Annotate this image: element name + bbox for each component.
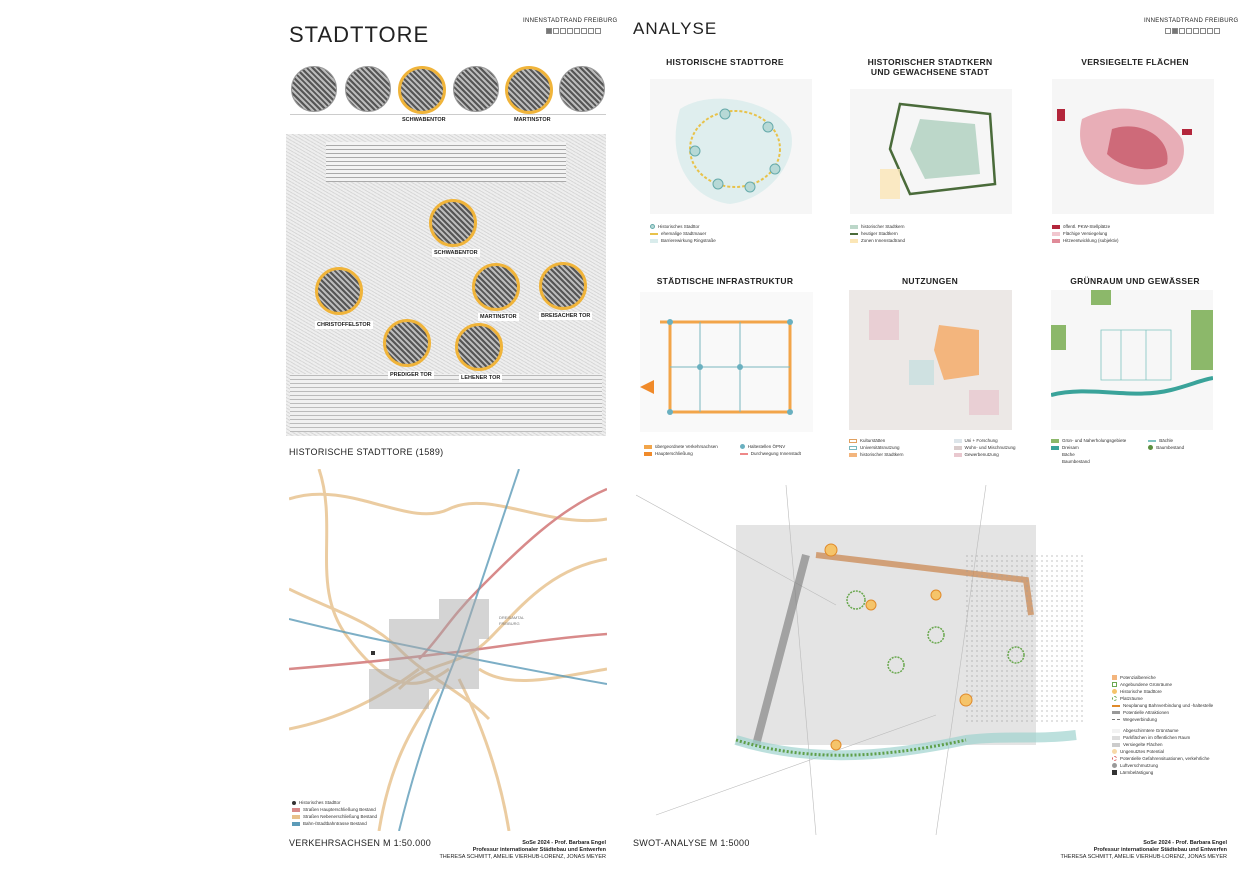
map-label-schwabentor: SCHWABENTOR — [434, 250, 478, 256]
historic-caption: HISTORISCHE STADTTORE (1589) — [289, 447, 444, 457]
gate-photo-martinstor — [505, 66, 553, 114]
map-gate-schwabentor — [429, 199, 477, 247]
legend-item: übergeordnete Verkehrsachsen — [655, 444, 718, 449]
legend-panel-6 — [1051, 438, 1184, 468]
legend-item: Angebundene Grünräume — [1120, 682, 1173, 687]
map-land-use — [849, 290, 1012, 430]
legend-item: Kulturstätten — [860, 438, 886, 443]
traffic-caption: VERKEHRSACHSEN M 1:50.000 — [289, 838, 432, 848]
legend-item: Versiegelte Flächen — [1123, 742, 1163, 747]
credit-line: THERESA SCHMITT, AMELIE VIERHUB-LORENZ, JONAS MEYER — [1060, 854, 1227, 861]
map-historic-gates — [650, 79, 812, 214]
legend-item: Abgeschirmtere Grünräume — [1123, 728, 1179, 733]
map-historic-core — [850, 89, 1012, 214]
legend-item: Dreisam — [1062, 445, 1079, 450]
panel-title: STÄDTISCHE INFRASTRUKTUR — [656, 276, 794, 286]
swot-map — [636, 485, 1106, 835]
legend-item: Platzräume — [1120, 696, 1143, 701]
legend-item: Historisches Stadttor — [299, 800, 341, 805]
map-legend-block — [290, 374, 602, 432]
legend-item: Bäche — [1062, 452, 1075, 457]
legend-item: Ungenutztes Potential — [1120, 749, 1165, 754]
legend-panel-3 — [1052, 224, 1119, 245]
page-indicator-right — [1165, 28, 1220, 34]
gate-photo — [345, 66, 391, 112]
legend-item: Baumbestand — [1156, 445, 1185, 450]
legend-item: Neuplanung Bahnverbindung und -haltestelle — [1123, 703, 1214, 708]
legend-panel-4 — [644, 444, 801, 460]
map-gate-christoffelstor — [315, 267, 363, 315]
legend-panel-1 — [650, 224, 716, 245]
credit-line: SoSe 2024 - Prof. Barbara Engel — [522, 840, 606, 846]
legend-item: Haupterschließung — [655, 451, 693, 456]
page-title-right: ANALYSE — [633, 19, 718, 38]
legend-item: Straßen Nebenerschließung Bestand — [303, 814, 378, 819]
panel-title: NUTZUNGEN — [901, 276, 959, 286]
legend-item: Wohn- und Mischnutzung — [964, 445, 1016, 450]
map-gate-martinstor — [472, 263, 520, 311]
map-label-prediger-tor: PREDIGER TOR — [390, 372, 432, 378]
legend-item: Wegeverbindung — [1123, 717, 1157, 722]
header-tag-left: INNENSTADTRAND FREIBURG — [523, 18, 618, 24]
legend-item: heutiger Stadtkern — [861, 231, 898, 236]
map-gate-breisacher-tor — [539, 262, 587, 310]
traffic-axes-map — [289, 469, 607, 831]
legend-item: Potenzialbereiche — [1120, 675, 1156, 680]
gate-photo — [559, 66, 605, 112]
map-sealed-surfaces — [1052, 79, 1214, 214]
legend-item: Durchwegung Innenstadt — [750, 451, 801, 456]
legend-item: Historische Stadttore — [1120, 689, 1162, 694]
gate-photo — [291, 66, 337, 112]
credit-line: THERESA SCHMITT, AMELIE VIERHUB-LORENZ, JONAS MEYER — [439, 854, 606, 861]
credit-line: SoSe 2024 - Prof. Barbara Engel — [1143, 840, 1227, 846]
legend-item: Bahn-/Stadtbahntrasse Bestand — [303, 821, 367, 826]
gate-photo — [453, 66, 499, 112]
credit-line: Professur internationaler Städtebau und Entwerfen — [1093, 847, 1227, 854]
legend-panel-5 — [849, 438, 1015, 461]
legend-item: Bächle — [1159, 438, 1174, 443]
legend-item: öffentl. PKW-Stellplätze — [1063, 224, 1111, 229]
map-label-freiburg: FREIBURG — [499, 621, 520, 626]
legend-item: Parkflächen im öffentlichen Raum — [1123, 735, 1191, 740]
legend-item: Grün- und Naherholungsgebiete — [1062, 438, 1127, 443]
panel-title: GRÜNRAUM UND GEWÄSSER — [1070, 276, 1200, 286]
gate-photo-schwabentor — [398, 66, 446, 114]
legend-item: Luftverschmutzung — [1120, 763, 1159, 768]
panel-title-line: HISTORISCHER STADTKERN — [867, 57, 993, 67]
map-infrastructure — [640, 292, 813, 432]
legend-item: Baumbestand — [1062, 459, 1090, 464]
map-label-lehener-tor: LEHENER TOR — [461, 375, 501, 381]
legend-item: historischer Stadtkern — [860, 452, 904, 457]
swot-caption: SWOT-ANALYSE M 1:5000 — [633, 838, 750, 848]
map-gate-prediger-tor — [383, 319, 431, 367]
legend-item: Barrierewirkung Ringstraße — [661, 238, 716, 243]
credit-right — [1030, 840, 1227, 861]
legend-item: Potentielle Attraktionen — [1123, 710, 1170, 715]
legend-item: Straßen Haupterschließung Bestand — [303, 807, 376, 812]
legend-item: Uni + Forschung — [964, 438, 998, 443]
legend-item: Zonen Innenstadtrand — [861, 238, 906, 243]
map-green-water — [1051, 290, 1213, 430]
panel-title — [845, 57, 1015, 77]
map-label-breisacher-tor: BREISACHER TOR — [541, 313, 591, 319]
panel-title: HISTORISCHE STADTTORE — [666, 57, 784, 67]
legend-item: ehemalige Stadtmauer — [661, 231, 707, 236]
legend-item: Flächige Versiegelung — [1063, 231, 1108, 236]
map-label-dreisamtal: DREISAMTAL — [499, 615, 525, 620]
legend-panel-2 — [850, 224, 905, 245]
legend-item: Historisches Stadttor — [658, 224, 700, 229]
credit-left — [430, 840, 606, 861]
legend-item: Haltestellen ÖPNV — [747, 444, 786, 449]
map-label-martinstor: MARTINSTOR — [480, 314, 517, 320]
label-schwabentor: SCHWABENTOR — [402, 117, 446, 123]
legend-item: historischer Stadtkern — [861, 224, 905, 229]
page-indicator-left — [546, 28, 601, 34]
swot-legend — [1112, 675, 1213, 777]
credit-line: Professur internationaler Städtebau und Entwerfen — [472, 847, 606, 854]
map-gate-lehener-tor — [455, 323, 503, 371]
traffic-legend — [292, 800, 377, 828]
panel-title-line: UND GEWACHSENE STADT — [870, 67, 990, 77]
page-title-left: STADTTORE — [289, 22, 430, 47]
label-martinstor: MARTINSTOR — [514, 117, 551, 123]
legend-item: Gewerbenutzung — [964, 452, 999, 457]
legend-item: Universitätsnutzung — [860, 445, 900, 450]
legend-item: Hitzeentwicklung (subjektiv) — [1063, 238, 1119, 243]
panel-title: VERSIEGELTE FLÄCHEN — [1081, 57, 1189, 67]
legend-item: Potentielle Gefahrensituationen, verkehrliche — [1120, 756, 1210, 761]
divider — [290, 114, 606, 115]
map-label-christoffelstor: CHRISTOFFELSTOR — [317, 322, 371, 328]
header-tag-right: INNENSTADTRAND FREIBURG — [1144, 18, 1239, 24]
map-cartouche — [326, 142, 566, 182]
legend-item: Lärmbelästigung — [1120, 770, 1154, 775]
